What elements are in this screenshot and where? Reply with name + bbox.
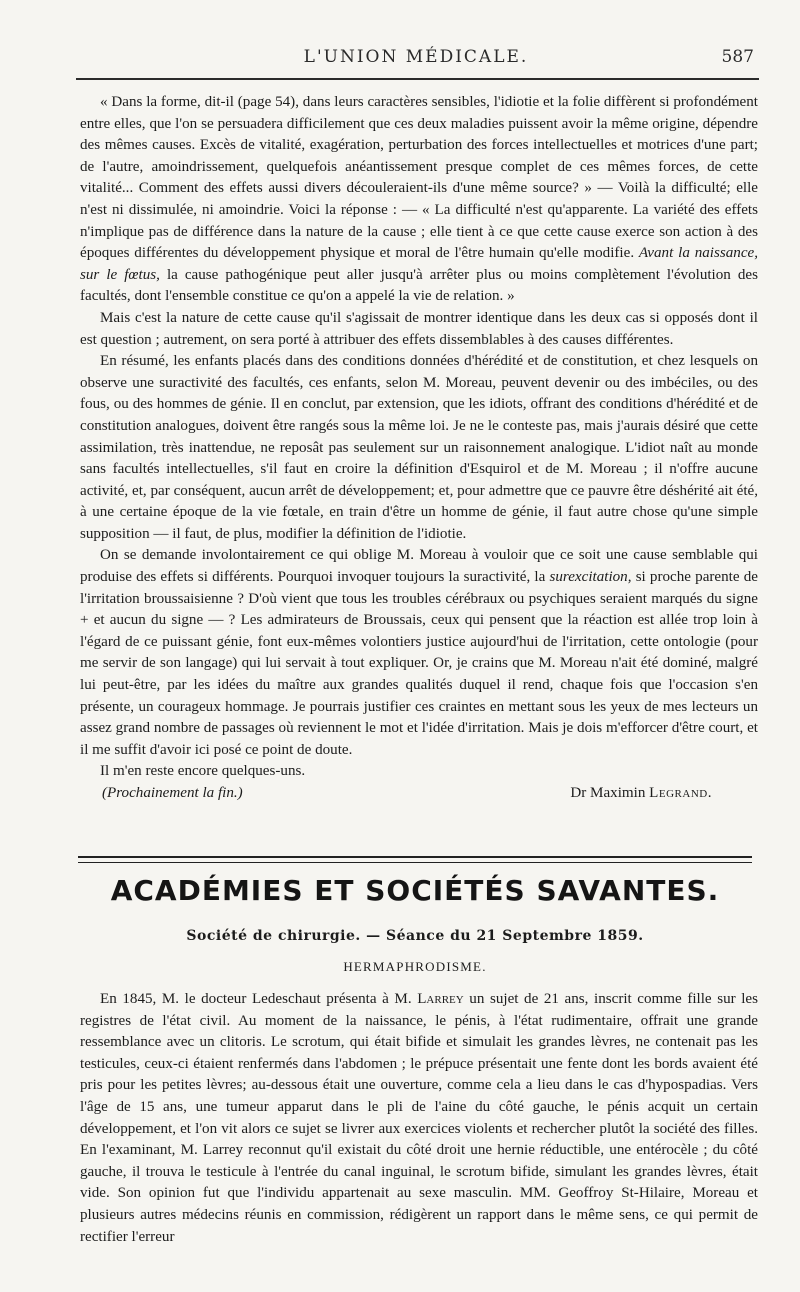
paragraph-4-cont: cérébraux ou psychiques seraient marqués du signe + et aucun du signe — ? Les admirateurs de Broussais, ceux qui pensent que la réaction est allée trop loin à l'égard de ce puissant génie, font eux-mêmes volontiers justice aujourd'hui de l'irritation, cette ontologie (pour me servir de son langage) qui lui servait à tout expliquer. Or, je crains que M. Moreau n'ait été dominé, malgré lui peut-être, par les idées du maître aux grandes qualités duquel il rend, chaque fois que l'occasion s'en présente, un courageux hommage. Je pourrais justifier ces craintes en mettant sous les yeux de mes lecteurs un assez grand nombre de passages où reviennent le mot et l'idée d'irritation. Mais je dois m'efforcer d'être court, et il me suffit d'avoir ici posé ce point de doute. xyxy=(80,590,758,758)
paragraph-4-tail: si proche parente de l'irritation broussaisienne ? D'où vient que tous les troubles xyxy=(80,569,758,607)
article-body xyxy=(80,92,758,805)
section-body-rest: un sujet de 21 ans, inscrit comme fille sur les registres de l'état civil. Au moment de la naissance, le pénis, à l'état rudimentaire, offrait une grande ressemblance avec un clitoris. Le scrotum, qui était bifide et simulait les grandes lèvres, ne contenait pas les testicules, ceux-ci étaient renfermés dans l'abdomen ; le prépuce présentait une fente dont les bords avaient été pris pour les petites lèvres; au-dessous était une ouverture, comme cela a lieu dans le cas d'hypospadias. Vers l'âge de 15 ans, une tumeur apparut dans le pli de l'aine du côté gauche, le pénis acquit un certain développement, et l'on vit alors ce sujet se livrer aux exercices violents et rechercher plutôt la société des filles. En l'examinant, M. Larrey reconnut qu'il existait du côté droit une hernie réductible, une entérocèle ; du côté gauche, il trouva le testicule à l'entrée du canal inguinal, le scrotum bifide, simulant les grandes lèvres, était vide. Son opinion fut que l'individu appartenait au sexe masculin. MM. Geoffroy St-Hilaire, Moreau et plusieurs autres médecins réunis en commission, rédigèrent un rapport dans le même sens, ce qui permit de rectifier l'erreur xyxy=(80,991,758,1245)
paragraph-1-text: « Dans la forme, dit-il (page 54), dans leurs caractères sensibles, l'idiotie et la folie diffèrent si profondément entre elles, que l'on se persuadera difficilement que ces deux maladies puissent avoir la même origine, dépendre des mêmes causes. Excès de vitalité, exagération, perturbation des forces intellectuelles et motrices d'une part; de l'autre, amoindrissement, quelquefois anéantissement presque complet de ces mêmes forces, de cette vitalité... Comment des effets aussi divers découleraient-ils d'une même source? » — Voilà la difficulté; elle n'est ni dissimulée, ni amoindrie. Voici la réponse : — « La difficulté n'est qu'apparente. La variété des effets n'implique pas de différence dans la nature de la cause ; elle tient à ce que cette cause exerce son action à des époques différentes du développement physique et moral de l'être humain qu'elle modifie. xyxy=(80,94,758,262)
signature-line xyxy=(80,783,758,805)
continuation-note: (Prochainement la fin.) xyxy=(102,785,243,801)
section-body-start: En 1845, M. le docteur Ledeschaut présenta à M. xyxy=(100,991,412,1007)
paragraph-5: Il m'en reste encore quelques-uns. xyxy=(100,763,306,780)
section-body-name: Larrey xyxy=(417,991,464,1007)
section-divider xyxy=(78,856,752,863)
author-name: Legrand. xyxy=(649,785,712,801)
author-prefix: Dr Maximin xyxy=(570,785,646,801)
paragraph-2: Mais c'est la nature de cette cause qu'il s'agissait de montrer identique dans les deux cas si opposés dont il est question ; autrement, on sera porté à attribuer des effets dissemblables à des causes différentes. xyxy=(80,309,758,348)
paragraph-4 xyxy=(80,545,758,761)
section-paragraph xyxy=(80,989,758,1248)
paragraph-4-text: On se demande involontairement ce qui oblige M. Moreau à vouloir que ce soit une cause semblable qui produise des effets si différents. Pourquoi invoquer toujours la suractivité, la xyxy=(80,547,758,586)
paragraph-3: En résumé, les enfants placés dans des conditions données d'hérédité et de constitution, et chez lesquels on observe une suractivité des facultés, ces enfants, selon M. Moreau, peuvent devenir ou des imbéciles, ou des fous, ou des hommes de génie. Il en conclut, par extension, que les idiots, offrant des conditions d'hérédité et de constitution analogues, doivent être rangés sous la même loi. Je ne le conteste pas, mais j'aurais désiré que cette assimilation, très inattendue, ne reposât pas seulement sur un raisonnement analogique. L'idiot naît au monde sans facultés intellectuelles, s'il faut en croire la définition d'Esquirol et de M. Moreau ; il n'offre aucune activité, et, par conséquent, aucun arrêt de développement; et, pour admettre que ce pauvre être déshérité ait été, à une certaine époque de la vie fœtale, en train d'être un homme de génie, il faut autre chose qu'une simple supposition — il faut, de plus, modifier la définition de l'idiotie. xyxy=(80,353,758,542)
paragraph-1-tail: la cause pathogénique peut aller jusqu'à arrêter plus ou moins complètement l'évolution des facultés, dont l'ensemble constitue ce qu'on a appelé la vie de relation. » xyxy=(80,266,758,305)
paragraph-1 xyxy=(80,92,758,308)
author-signature xyxy=(570,783,712,805)
running-title: L'UNION MÉDICALE. xyxy=(303,47,529,67)
subheading: HERMAPHRODISME. xyxy=(343,959,487,974)
running-head xyxy=(76,44,756,74)
session-line: Société de chirurgie. — Séance du 21 Septembre 1859. xyxy=(186,928,644,944)
paragraph-1-italic: Avant la naissance, sur le fœtus, xyxy=(80,245,758,283)
section-title: ACADÉMIES ET SOCIÉTÉS SAVANTES. xyxy=(110,874,720,907)
header-rule xyxy=(76,78,759,80)
section-body xyxy=(80,989,758,1248)
paragraph-4-italic: surexcitation, xyxy=(549,569,632,586)
page-number: 587 xyxy=(721,47,754,67)
